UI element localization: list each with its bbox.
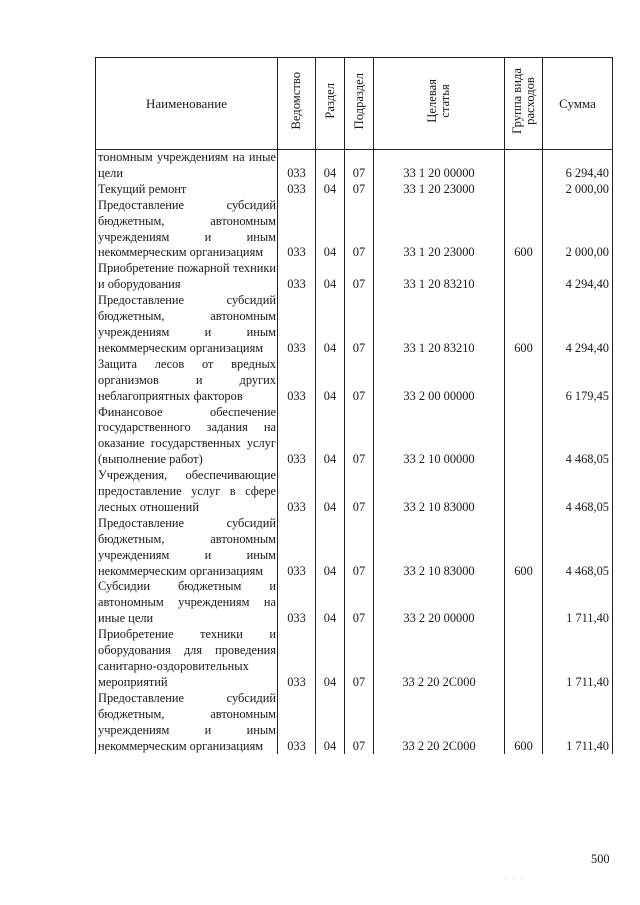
cell-razdel: 04 [316, 468, 345, 516]
table-row [96, 627, 613, 691]
cell-gruppa [505, 579, 543, 627]
table-body [96, 150, 613, 755]
cell-vedomstvo: 033 [278, 261, 316, 293]
cell-vedomstvo: 033 [278, 627, 316, 691]
header-podrazdel-cell [345, 58, 374, 150]
cell-name: Учреждения, обеспечивающие предоставление услуг в сфере лесных отношений [96, 468, 278, 516]
table-row [96, 261, 613, 293]
cell-gruppa [505, 150, 543, 182]
cell-vedomstvo: 033 [278, 468, 316, 516]
cell-podrazdel: 07 [345, 579, 374, 627]
cell-celevaya-statya: 33 2 00 00000 [374, 357, 505, 405]
table-row [96, 198, 613, 262]
header-summa: Сумма [543, 58, 613, 150]
cell-summa: 4 468,05 [543, 405, 613, 469]
table-header-row [96, 58, 613, 150]
cell-gruppa: 600 [505, 516, 543, 580]
cell-gruppa [505, 182, 543, 198]
table-row [96, 293, 613, 357]
cell-summa: 6 294,40 [543, 150, 613, 182]
cell-vedomstvo: 033 [278, 516, 316, 580]
cell-razdel: 04 [316, 579, 345, 627]
cell-celevaya-statya: 33 2 20 2С000 [374, 627, 505, 691]
cell-summa: 4 468,05 [543, 468, 613, 516]
cell-celevaya-statya: 33 1 20 23000 [374, 198, 505, 262]
cell-name: Предоставление субсидий бюджетным, автономным учреждениям и иным некоммерческим организациям [96, 198, 278, 262]
header-vedomstvo-cell [278, 58, 316, 150]
cell-vedomstvo: 033 [278, 579, 316, 627]
cell-podrazdel: 07 [345, 198, 374, 262]
cell-podrazdel: 07 [345, 627, 374, 691]
cell-celevaya-statya: 33 2 10 83000 [374, 516, 505, 580]
cell-vedomstvo: 033 [278, 293, 316, 357]
cell-razdel: 04 [316, 691, 345, 755]
cell-razdel: 04 [316, 198, 345, 262]
cell-name: Текущий ремонт [96, 182, 278, 198]
cell-celevaya-statya: 33 1 20 00000 [374, 150, 505, 182]
cell-podrazdel: 07 [345, 405, 374, 469]
table-row [96, 516, 613, 580]
cell-razdel: 04 [316, 150, 345, 182]
header-razdel-cell [316, 58, 345, 150]
cell-name: Предоставление субсидий бюджетным, автономным учреждениям и иным некоммерческим организациям [96, 691, 278, 755]
cell-celevaya-statya: 33 2 10 00000 [374, 405, 505, 469]
cell-name: Защита лесов от вредных организмов и других неблагоприятных факторов [96, 357, 278, 405]
header-podrazdel: Подраздел [351, 72, 366, 130]
cell-celevaya-statya: 33 1 20 23000 [374, 182, 505, 198]
cell-vedomstvo: 033 [278, 691, 316, 755]
cell-podrazdel: 07 [345, 150, 374, 182]
table-row [96, 468, 613, 516]
table-row [96, 357, 613, 405]
cell-razdel: 04 [316, 293, 345, 357]
cell-vedomstvo: 033 [278, 182, 316, 198]
table-row [96, 579, 613, 627]
cell-razdel: 04 [316, 627, 345, 691]
cell-podrazdel: 07 [345, 516, 374, 580]
table-row [96, 150, 613, 182]
header-celevaya-statya: Целевая статья [425, 79, 452, 123]
cell-gruppa: 600 [505, 691, 543, 755]
header-vedomstvo: Ведомство [289, 72, 303, 130]
cell-vedomstvo: 033 [278, 357, 316, 405]
cell-summa: 1 711,40 [543, 627, 613, 691]
cell-razdel: 04 [316, 405, 345, 469]
cell-gruppa [505, 405, 543, 469]
cell-summa: 4 294,40 [543, 293, 613, 357]
cell-gruppa [505, 627, 543, 691]
cell-name: Приобретение техники и оборудования для проведения санитарно-оздоровительных мероприятий [96, 627, 278, 691]
cell-gruppa: 600 [505, 198, 543, 262]
header-celevaya-cell [374, 58, 505, 150]
header-name: Наименование [96, 58, 278, 150]
cell-podrazdel: 07 [345, 261, 374, 293]
cell-podrazdel: 07 [345, 182, 374, 198]
cell-summa: 2 000,00 [543, 198, 613, 262]
cell-podrazdel: 07 [345, 468, 374, 516]
cell-vedomstvo: 033 [278, 405, 316, 469]
cell-summa: 6 179,45 [543, 357, 613, 405]
cell-summa: 1 711,40 [543, 691, 613, 755]
header-razdel: Раздел [322, 83, 337, 119]
cell-podrazdel: 07 [345, 293, 374, 357]
cell-name: Субсидии бюджетным и автономным учреждениям на иные цели [96, 579, 278, 627]
page-number: 500 [591, 852, 610, 866]
budget-table-sheet [95, 57, 612, 754]
cell-name: тономным учреждениям на иные цели [96, 150, 278, 182]
cell-razdel: 04 [316, 357, 345, 405]
cell-gruppa [505, 261, 543, 293]
cell-celevaya-statya: 33 2 20 00000 [374, 579, 505, 627]
cell-razdel: 04 [316, 182, 345, 198]
cell-summa: 2 000,00 [543, 182, 613, 198]
cell-vedomstvo: 033 [278, 198, 316, 262]
cell-summa: 4 294,40 [543, 261, 613, 293]
cell-podrazdel: 07 [345, 357, 374, 405]
table-row [96, 691, 613, 755]
cell-gruppa [505, 468, 543, 516]
table-row [96, 182, 613, 198]
cell-celevaya-statya: 33 1 20 83210 [374, 293, 505, 357]
cell-vedomstvo: 033 [278, 150, 316, 182]
cell-celevaya-statya: 33 2 10 83000 [374, 468, 505, 516]
cell-celevaya-statya: 33 1 20 83210 [374, 261, 505, 293]
cell-name: Предоставление субсидий бюджетным, автономным учреждениям и иным некоммерческим организациям [96, 293, 278, 357]
header-gruppa-cell [505, 58, 543, 150]
cell-name: Предоставление субсидий бюджетным, автономным учреждениям и иным некоммерческим организациям [96, 516, 278, 580]
scan-specks: · · · [505, 875, 526, 883]
budget-table [95, 57, 613, 754]
cell-gruppa: 600 [505, 293, 543, 357]
cell-name: Приобретение пожарной техники и оборудования [96, 261, 278, 293]
header-gruppa-vida-rashodov: Группа вида расходов [509, 68, 537, 134]
cell-razdel: 04 [316, 516, 345, 580]
cell-celevaya-statya: 33 2 20 2С000 [374, 691, 505, 755]
cell-gruppa [505, 357, 543, 405]
cell-razdel: 04 [316, 261, 345, 293]
cell-summa: 4 468,05 [543, 516, 613, 580]
cell-summa: 1 711,40 [543, 579, 613, 627]
cell-podrazdel: 07 [345, 691, 374, 755]
table-row [96, 405, 613, 469]
cell-name: Финансовое обеспечение государственного задания на оказание государственных услуг (выполнение работ) [96, 405, 278, 469]
